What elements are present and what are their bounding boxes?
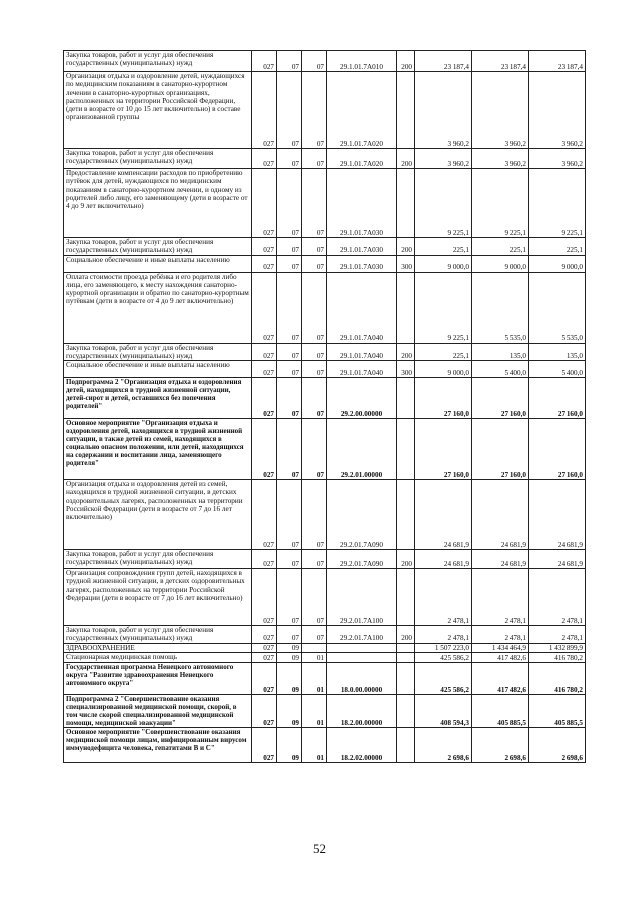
amount-year-2: 27 160,0 [472, 419, 529, 480]
amount-year-2: 27 160,0 [472, 378, 529, 419]
amount-year-2: 3 960,2 [472, 149, 529, 169]
ministry-code: 027 [252, 653, 277, 663]
amount-year-2: 417 482,6 [472, 653, 529, 663]
row-name: Закупка товаров, работ и услуг для обеспечения государственных (муниципальных) нужд [64, 51, 252, 72]
subsection-code [302, 643, 327, 652]
subsection-code: 07 [302, 361, 327, 378]
amount-year-1: 9 225,1 [415, 169, 472, 238]
amount-year-1: 27 160,0 [415, 378, 472, 419]
amount-year-1: 2 698,6 [415, 728, 472, 763]
expense-type-code [397, 272, 415, 343]
ministry-code: 027 [252, 569, 277, 626]
section-code: 09 [277, 695, 302, 728]
amount-year-3: 27 160,0 [529, 419, 586, 480]
amount-year-2: 2 478,1 [472, 626, 529, 644]
section-code: 07 [277, 378, 302, 419]
subsection-code: 07 [302, 419, 327, 480]
amount-year-3: 24 681,9 [529, 480, 586, 550]
amount-year-3: 416 780,2 [529, 653, 586, 663]
section-code: 07 [277, 480, 302, 550]
ministry-code: 027 [252, 72, 277, 149]
section-code: 07 [277, 72, 302, 149]
table-row [64, 255, 586, 272]
row-name: Подпрограмма 2 "Организация отдыха и оздоровления детей, находящихся в трудной жизненной ситуации, детей-сирот и детей, оставшихся без попечения родителей" [64, 378, 252, 419]
amount-year-3: 27 160,0 [529, 378, 586, 419]
row-name: Государственная программа Ненецкого автономного округа "Развитие здравоохранения Ненецкого автономного округа" [64, 663, 252, 695]
subsection-code: 07 [302, 169, 327, 238]
subsection-code: 07 [302, 51, 327, 72]
amount-year-2: 135,0 [472, 343, 529, 361]
amount-year-3: 2 698,6 [529, 728, 586, 763]
amount-year-2: 9 000,0 [472, 255, 529, 272]
expense-type-code [397, 378, 415, 419]
table-row [64, 419, 586, 480]
ministry-code: 027 [252, 728, 277, 763]
subsection-code: 07 [302, 255, 327, 272]
table-row [64, 238, 586, 256]
row-name: Организация сопровождения групп детей, находящихся в трудной жизненной ситуации, в детских оздоровительных лагерях, расположенных на территории Российской Федерации (дети в возрасте от 7 до 16 лет включительно) [64, 569, 252, 626]
target-article-code: 29.2.01.7А100 [327, 569, 397, 626]
table-row [64, 626, 586, 644]
target-article-code: 29.1.01.7А010 [327, 51, 397, 72]
amount-year-1: 2 478,1 [415, 569, 472, 626]
expense-type-code [397, 419, 415, 480]
row-name: Организация отдыха и оздоровления детей из семей, находящихся в трудной жизненной ситуации, в детских оздоровительных лагерях, расположенных на территории Российской Федерации (дети в возрасте от 7 до 16 лет включительно) [64, 480, 252, 550]
amount-year-1: 408 594,3 [415, 695, 472, 728]
ministry-code: 027 [252, 695, 277, 728]
target-article-code: 18.2.02.00000 [327, 728, 397, 763]
amount-year-3: 3 960,2 [529, 149, 586, 169]
subsection-code: 07 [302, 72, 327, 149]
amount-year-1: 425 586,2 [415, 663, 472, 695]
amount-year-3: 225,1 [529, 238, 586, 256]
row-name: Закупка товаров, работ и услуг для обеспечения государственных (муниципальных) нужд [64, 149, 252, 169]
expense-type-code: 300 [397, 255, 415, 272]
ministry-code: 027 [252, 361, 277, 378]
amount-year-1: 425 586,2 [415, 653, 472, 663]
subsection-code: 07 [302, 626, 327, 644]
amount-year-1: 23 187,4 [415, 51, 472, 72]
target-article-code: 29.1.01.7А030 [327, 255, 397, 272]
table-row [64, 72, 586, 149]
budget-table-body [64, 51, 586, 763]
ministry-code: 027 [252, 378, 277, 419]
ministry-code: 027 [252, 238, 277, 256]
target-article-code: 29.1.01.7А040 [327, 272, 397, 343]
table-row [64, 695, 586, 728]
section-code: 07 [277, 550, 302, 569]
table-row [64, 728, 586, 763]
table-row [64, 272, 586, 343]
section-code: 07 [277, 569, 302, 626]
subsection-code: 07 [302, 569, 327, 626]
amount-year-2: 2 698,6 [472, 728, 529, 763]
expense-type-code [397, 663, 415, 695]
subsection-code: 07 [302, 480, 327, 550]
amount-year-1: 9 000,0 [415, 255, 472, 272]
subsection-code: 07 [302, 343, 327, 361]
row-name: Закупка товаров, работ и услуг для обеспечения государственных (муниципальных) нужд [64, 238, 252, 256]
expense-type-code [397, 72, 415, 149]
target-article-code: 29.1.01.7А020 [327, 149, 397, 169]
row-name: Основное мероприятие "Организация отдыха и оздоровления детей, находящихся в трудной жизненной ситуации, в также детей из семей, находящихся в социально опасном положении, или детей, находящихся на содержании и воспитании лица, заменяющего родителя" [64, 419, 252, 480]
target-article-code [327, 653, 397, 663]
expense-type-code: 300 [397, 361, 415, 378]
section-code: 09 [277, 653, 302, 663]
amount-year-3: 405 885,5 [529, 695, 586, 728]
ministry-code: 027 [252, 343, 277, 361]
section-code: 07 [277, 149, 302, 169]
amount-year-3: 416 780,2 [529, 663, 586, 695]
amount-year-3: 1 432 899,9 [529, 643, 586, 652]
amount-year-3: 2 478,1 [529, 626, 586, 644]
amount-year-1: 9 000,0 [415, 361, 472, 378]
row-name: Организация отдыха и оздоровление детей, нуждающихся по медицинским показаниям в санаторно-курортном лечении в санаторно-курортных организациях, расположенных на территории Российской Федерации, (дети в возрасте от 10 до 15 лет включительно) в составе организованной группы [64, 72, 252, 149]
amount-year-1: 27 160,0 [415, 419, 472, 480]
ministry-code: 027 [252, 255, 277, 272]
subsection-code: 01 [302, 653, 327, 663]
amount-year-3: 5 400,0 [529, 361, 586, 378]
table-row [64, 149, 586, 169]
table-row [64, 169, 586, 238]
amount-year-2: 3 960,2 [472, 72, 529, 149]
subsection-code: 07 [302, 149, 327, 169]
subsection-code: 07 [302, 272, 327, 343]
ministry-code: 027 [252, 419, 277, 480]
section-code: 07 [277, 361, 302, 378]
budget-table-sheet [63, 50, 585, 763]
expense-type-code [397, 728, 415, 763]
section-code: 07 [277, 255, 302, 272]
target-article-code: 29.2.01.7А090 [327, 480, 397, 550]
table-row [64, 343, 586, 361]
row-name: Закупка товаров, работ и услуг для обеспечения государственных (муниципальных) нужд [64, 626, 252, 644]
table-row [64, 569, 586, 626]
amount-year-3: 135,0 [529, 343, 586, 361]
row-name: Предоставление компенсации расходов по приобретению путёвок для детей, нуждающихся по медицинским показаниям в санаторно-курортном лечении, и одному из родителей либо лицу, его заменяющему (дети в возрасте от 4 до 9 лет включительно) [64, 169, 252, 238]
subsection-code: 01 [302, 728, 327, 763]
target-article-code: 29.1.01.7А030 [327, 169, 397, 238]
section-code: 09 [277, 643, 302, 652]
row-name: ЗДРАВООХРАНЕНИЕ [64, 643, 252, 652]
expense-type-code: 200 [397, 343, 415, 361]
row-name: Подпрограмма 2 "Совершенствование оказания специализированной медицинской помощи, скорой, в том числе скорой специализированной медицинской помощи, медицинской эвакуации" [64, 695, 252, 728]
expense-type-code [397, 653, 415, 663]
table-row [64, 480, 586, 550]
amount-year-3: 24 681,9 [529, 550, 586, 569]
table-row [64, 663, 586, 695]
amount-year-2: 417 482,6 [472, 663, 529, 695]
ministry-code: 027 [252, 272, 277, 343]
amount-year-2: 5 535,0 [472, 272, 529, 343]
section-code: 07 [277, 343, 302, 361]
ministry-code: 027 [252, 480, 277, 550]
ministry-code: 027 [252, 626, 277, 644]
amount-year-1: 225,1 [415, 343, 472, 361]
section-code: 09 [277, 728, 302, 763]
amount-year-1: 2 478,1 [415, 626, 472, 644]
target-article-code: 29.2.00.00000 [327, 378, 397, 419]
amount-year-3: 2 478,1 [529, 569, 586, 626]
amount-year-1: 24 681,9 [415, 480, 472, 550]
amount-year-3: 5 535,0 [529, 272, 586, 343]
expense-type-code: 200 [397, 149, 415, 169]
amount-year-1: 1 507 223,0 [415, 643, 472, 652]
amount-year-1: 3 960,2 [415, 149, 472, 169]
expense-type-code [397, 695, 415, 728]
row-name: Социальное обеспечение и иные выплаты населению [64, 361, 252, 378]
amount-year-2: 1 434 464,9 [472, 643, 529, 652]
row-name: Социальное обеспечение и иные выплаты населению [64, 255, 252, 272]
expense-type-code [397, 169, 415, 238]
amount-year-2: 24 681,9 [472, 550, 529, 569]
row-name: Закупка товаров, работ и услуг для обеспечения государственных (муниципальных) нужд [64, 550, 252, 569]
target-article-code: 29.1.01.7А030 [327, 238, 397, 256]
subsection-code: 01 [302, 663, 327, 695]
amount-year-2: 9 225,1 [472, 169, 529, 238]
amount-year-2: 24 681,9 [472, 480, 529, 550]
expense-type-code: 200 [397, 238, 415, 256]
target-article-code: 18.0.00.00000 [327, 663, 397, 695]
amount-year-2: 2 478,1 [472, 569, 529, 626]
ministry-code: 027 [252, 149, 277, 169]
section-code: 07 [277, 272, 302, 343]
subsection-code: 07 [302, 550, 327, 569]
amount-year-1: 3 960,2 [415, 72, 472, 149]
amount-year-3: 3 960,2 [529, 72, 586, 149]
page-number: 52 [313, 841, 326, 856]
section-code: 07 [277, 626, 302, 644]
subsection-code: 01 [302, 695, 327, 728]
table-row [64, 550, 586, 569]
expense-type-code: 200 [397, 626, 415, 644]
ministry-code: 027 [252, 169, 277, 238]
amount-year-2: 225,1 [472, 238, 529, 256]
subsection-code: 07 [302, 238, 327, 256]
section-code: 07 [277, 51, 302, 72]
amount-year-2: 23 187,4 [472, 51, 529, 72]
budget-table [63, 50, 586, 763]
expense-type-code: 200 [397, 550, 415, 569]
row-name: Оплата стоимости проезда ребёнка и его родителя либо лица, его заменяющего, к месту нахождения санаторно-курортной организации и обратно по санаторно-курортным путёвкам (дети в возрасте от 4 до 9 лет включительно) [64, 272, 252, 343]
table-row [64, 643, 586, 652]
target-article-code [327, 643, 397, 652]
table-row [64, 653, 586, 663]
amount-year-3: 23 187,4 [529, 51, 586, 72]
amount-year-1: 9 225,1 [415, 272, 472, 343]
section-code: 09 [277, 663, 302, 695]
expense-type-code [397, 569, 415, 626]
target-article-code: 18.2.00.00000 [327, 695, 397, 728]
subsection-code: 07 [302, 378, 327, 419]
table-row [64, 361, 586, 378]
ministry-code: 027 [252, 643, 277, 652]
section-code: 07 [277, 169, 302, 238]
section-code: 07 [277, 238, 302, 256]
row-name: Стационарная медицинская помощь [64, 653, 252, 663]
target-article-code: 29.1.01.7А040 [327, 361, 397, 378]
expense-type-code: 200 [397, 51, 415, 72]
amount-year-1: 24 681,9 [415, 550, 472, 569]
target-article-code: 29.2.01.7А100 [327, 626, 397, 644]
amount-year-1: 225,1 [415, 238, 472, 256]
table-row [64, 378, 586, 419]
ministry-code: 027 [252, 51, 277, 72]
amount-year-3: 9 000,0 [529, 255, 586, 272]
amount-year-3: 9 225,1 [529, 169, 586, 238]
amount-year-2: 405 885,5 [472, 695, 529, 728]
target-article-code: 29.2.01.00000 [327, 419, 397, 480]
ministry-code: 027 [252, 550, 277, 569]
table-row [64, 51, 586, 72]
expense-type-code [397, 643, 415, 652]
row-name: Закупка товаров, работ и услуг для обеспечения государственных (муниципальных) нужд [64, 343, 252, 361]
amount-year-2: 5 400,0 [472, 361, 529, 378]
target-article-code: 29.2.01.7А090 [327, 550, 397, 569]
target-article-code: 29.1.01.7А040 [327, 343, 397, 361]
row-name: Основное мероприятие "Совершенствование оказания медицинской помощи лицам, инфицированным вирусом иммунодефицита человека, гепатитами B и C" [64, 728, 252, 763]
expense-type-code [397, 480, 415, 550]
target-article-code: 29.1.01.7А020 [327, 72, 397, 149]
section-code: 07 [277, 419, 302, 480]
ministry-code: 027 [252, 663, 277, 695]
